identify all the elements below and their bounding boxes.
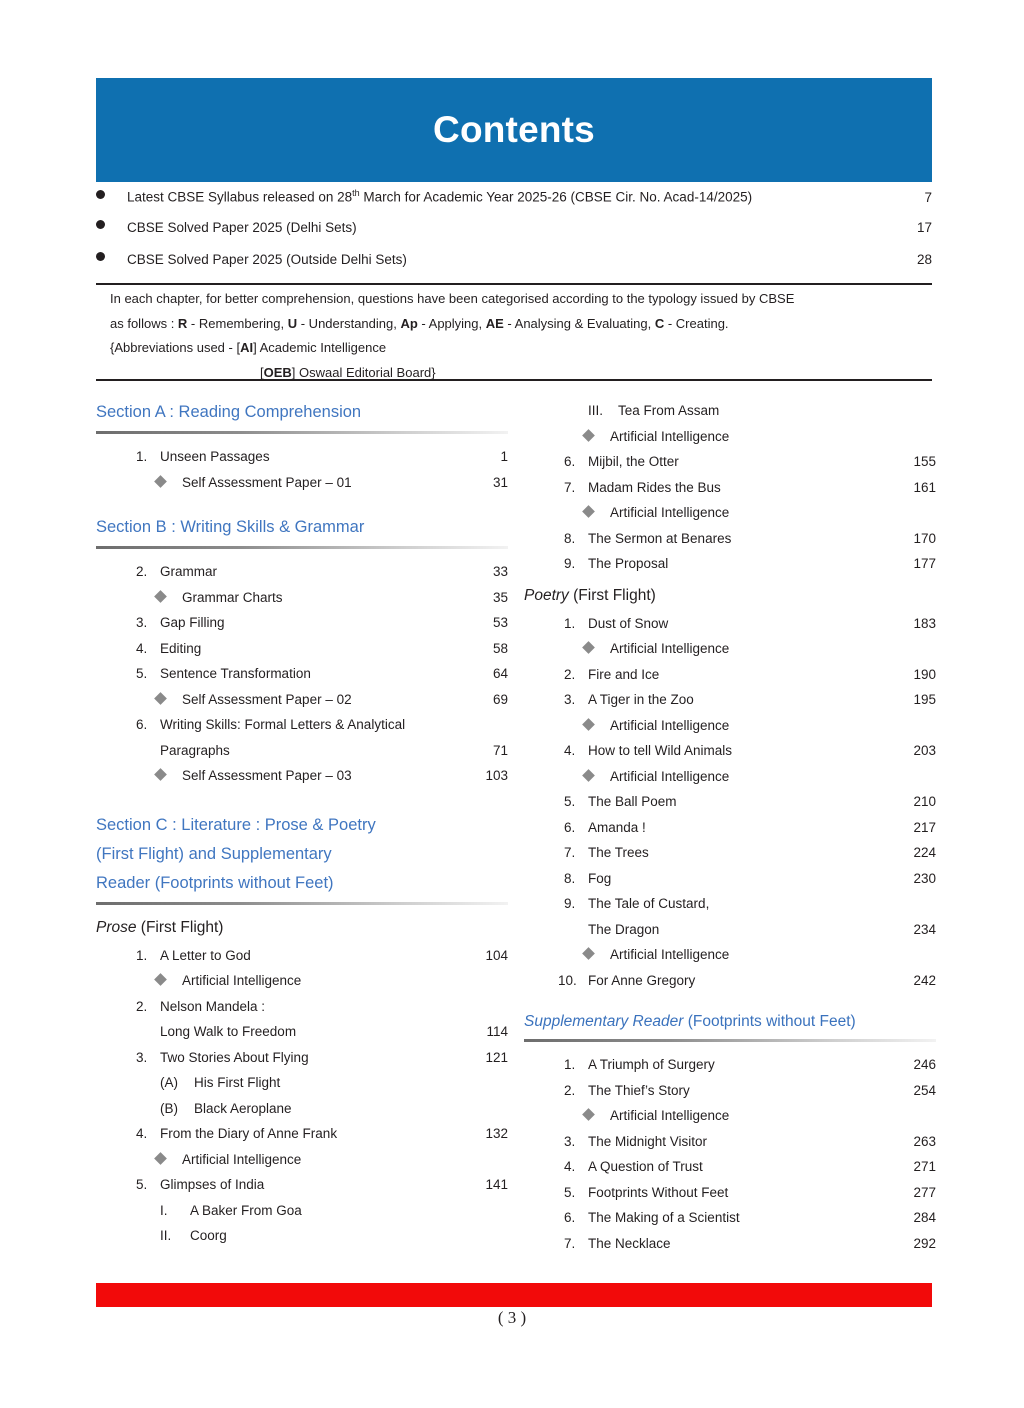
entry-roman-number: I. bbox=[160, 1202, 168, 1218]
entry-page: 263 bbox=[913, 1133, 936, 1149]
note-line-4: [OEB] Oswaal Editorial Board} bbox=[260, 364, 436, 380]
entry-number: 10. bbox=[558, 972, 577, 988]
poetry-subheading: Poetry (First Flight) bbox=[524, 586, 656, 604]
entry-page: 114 bbox=[486, 1024, 508, 1039]
toc-entry[interactable] bbox=[96, 636, 508, 662]
entry-title: Self Assessment Paper – 03 bbox=[182, 768, 352, 783]
toc-entry[interactable] bbox=[524, 942, 936, 968]
toc-entry[interactable] bbox=[524, 789, 936, 815]
entry-title: How to tell Wild Animals bbox=[588, 743, 733, 758]
toc-entry[interactable] bbox=[524, 1154, 936, 1180]
entry-title: Artificial Intelligence bbox=[182, 973, 302, 988]
entry-title: Writing Skills: Formal Letters & Analytical bbox=[160, 717, 406, 732]
toc-entry[interactable] bbox=[524, 551, 936, 577]
supplementary-reader-heading: Supplementary Reader (Footprints without Feet) bbox=[524, 1013, 856, 1030]
entry-number: 1. bbox=[136, 449, 148, 464]
toc-entry[interactable] bbox=[96, 994, 508, 1020]
list-item[interactable] bbox=[96, 188, 932, 220]
section-divider bbox=[96, 902, 508, 905]
entry-page: 121 bbox=[485, 1049, 508, 1065]
toc-entry[interactable] bbox=[524, 738, 936, 764]
section-a-heading: Section A : Reading Comprehension bbox=[96, 403, 362, 421]
entry-title: The Proposal bbox=[588, 556, 669, 571]
prose-entries-continued bbox=[524, 398, 936, 577]
entry-page: 195 bbox=[913, 692, 936, 707]
toc-entry[interactable] bbox=[524, 968, 936, 994]
entry-title: A Question of Trust bbox=[588, 1159, 703, 1174]
diamond-icon bbox=[154, 475, 167, 488]
entry-letter: (B) bbox=[160, 1100, 178, 1116]
entry-title: From the Diary of Anne Frank bbox=[160, 1126, 338, 1141]
section-divider bbox=[96, 431, 508, 434]
entry-title: Two Stories About Flying bbox=[160, 1049, 309, 1065]
entry-roman-number: II. bbox=[160, 1228, 172, 1243]
diamond-icon bbox=[582, 641, 595, 654]
entry-title: Artificial Intelligence bbox=[610, 428, 730, 444]
entry-title: A Baker From Goa bbox=[190, 1202, 302, 1218]
entry-page: 71 bbox=[492, 742, 508, 758]
entry-page: 210 bbox=[913, 794, 936, 809]
toc-entry[interactable] bbox=[524, 840, 936, 866]
page-number: 28 bbox=[916, 252, 932, 267]
entry-title: Gap Filling bbox=[160, 615, 225, 630]
front-matter-label: Latest CBSE Syllabus released on 28th March for Academic Year 2025-26 (CBSE Cir. No. Acad-14/2025) bbox=[127, 188, 753, 205]
toc-entry[interactable] bbox=[524, 866, 936, 892]
section-divider bbox=[96, 546, 508, 549]
toc-entry[interactable] bbox=[524, 636, 936, 662]
footer-page-number: ( 3 ) bbox=[497, 1308, 527, 1327]
entry-number: 7. bbox=[564, 845, 576, 860]
toc-entry[interactable] bbox=[96, 1045, 508, 1071]
entry-title: The Necklace bbox=[588, 1235, 671, 1251]
entry-page: 217 bbox=[913, 819, 936, 835]
entry-title: Artificial Intelligence bbox=[182, 1151, 302, 1167]
entry-page: 190 bbox=[913, 666, 936, 682]
toc-entry-continuation[interactable] bbox=[96, 738, 508, 764]
toc-entry[interactable] bbox=[524, 475, 936, 501]
bullet-icon bbox=[96, 220, 105, 229]
entry-number: 6. bbox=[564, 1210, 576, 1225]
toc-entry[interactable] bbox=[524, 1180, 936, 1206]
entry-title: His First Flight bbox=[194, 1075, 281, 1090]
entry-number: 7. bbox=[564, 479, 576, 495]
diamond-icon bbox=[154, 973, 167, 986]
entry-number: 6. bbox=[136, 717, 148, 732]
entry-page: 277 bbox=[913, 1184, 936, 1200]
entry-number: 1. bbox=[564, 615, 576, 631]
entry-title: Amanda ! bbox=[588, 819, 646, 835]
section-c-heading-line-3: Reader (Footprints without Feet) bbox=[96, 873, 334, 892]
entry-page: 58 bbox=[492, 640, 508, 656]
toc-entry[interactable] bbox=[96, 444, 508, 470]
toc-entry[interactable] bbox=[96, 1172, 508, 1198]
entry-title: Artificial Intelligence bbox=[610, 947, 730, 962]
toc-entry[interactable] bbox=[96, 585, 508, 611]
entry-title: Black Aeroplane bbox=[194, 1100, 292, 1116]
entry-title: The Making of a Scientist bbox=[588, 1210, 740, 1225]
diamond-icon bbox=[582, 769, 595, 782]
page-number: 17 bbox=[916, 220, 932, 235]
toc-entry[interactable] bbox=[524, 1103, 936, 1129]
entry-number: 2. bbox=[564, 1082, 576, 1098]
entry-title: A Tiger in the Zoo bbox=[588, 692, 694, 707]
list-item[interactable] bbox=[96, 220, 932, 252]
toc-entry[interactable] bbox=[524, 398, 936, 424]
divider-top bbox=[96, 283, 932, 285]
note-line-1: In each chapter, for better comprehension, questions have been categorised according to the typology issued by CBSE bbox=[110, 291, 795, 306]
entry-title: Tea From Assam bbox=[618, 403, 720, 418]
entry-number: 4. bbox=[564, 743, 576, 758]
entry-page: 170 bbox=[913, 530, 936, 546]
section-b-heading: Section B : Writing Skills & Grammar bbox=[96, 518, 365, 536]
toc-entry[interactable] bbox=[96, 943, 508, 969]
diamond-icon bbox=[154, 692, 167, 705]
entry-title: Footprints Without Feet bbox=[588, 1184, 729, 1200]
entry-page: 64 bbox=[492, 666, 508, 681]
entry-page: 141 bbox=[485, 1177, 508, 1192]
entry-number: 5. bbox=[564, 794, 576, 809]
entry-roman-number: III. bbox=[588, 403, 604, 418]
entry-title: The Midnight Visitor bbox=[588, 1133, 708, 1149]
toc-entry[interactable] bbox=[524, 1078, 936, 1104]
entry-number: 6. bbox=[564, 819, 576, 835]
toc-entry[interactable] bbox=[96, 559, 508, 585]
entry-page: 203 bbox=[913, 743, 936, 758]
toc-left-column bbox=[96, 398, 508, 1249]
entry-number: 9. bbox=[564, 556, 576, 571]
entry-title: Long Walk to Freedom bbox=[160, 1024, 297, 1039]
entry-page: 177 bbox=[913, 556, 936, 571]
toc-entry[interactable] bbox=[96, 1147, 508, 1173]
entry-title: The Sermon at Benares bbox=[588, 530, 732, 546]
section-b-entries bbox=[96, 559, 508, 789]
page-number: 7 bbox=[924, 189, 932, 205]
entry-title: The Dragon bbox=[588, 921, 660, 937]
entry-title: Artificial Intelligence bbox=[610, 717, 730, 733]
entry-title: For Anne Gregory bbox=[588, 972, 696, 988]
entry-page: 271 bbox=[913, 1159, 936, 1174]
toc-entry[interactable] bbox=[524, 424, 936, 450]
entry-title: Mijbil, the Otter bbox=[588, 454, 679, 469]
entry-title: Glimpses of India bbox=[160, 1177, 265, 1192]
entry-title: Coorg bbox=[190, 1228, 227, 1243]
entry-number: 1. bbox=[564, 1057, 576, 1072]
toc-entry[interactable] bbox=[96, 712, 508, 738]
toc-entry[interactable] bbox=[524, 611, 936, 637]
entry-number: 5. bbox=[136, 666, 148, 681]
toc-entry[interactable] bbox=[524, 662, 936, 688]
entry-page: 246 bbox=[913, 1057, 936, 1072]
entry-title: The Trees bbox=[588, 845, 649, 860]
diamond-icon bbox=[582, 947, 595, 960]
entry-number: 6. bbox=[564, 454, 576, 469]
entry-title: Sentence Transformation bbox=[160, 666, 311, 681]
toc-entry[interactable] bbox=[524, 1205, 936, 1231]
entry-title: Paragraphs bbox=[160, 742, 230, 758]
diamond-icon bbox=[154, 590, 167, 603]
entry-title: Fog bbox=[588, 870, 612, 886]
entry-number: 1. bbox=[136, 947, 148, 963]
toc-entry[interactable] bbox=[524, 1231, 936, 1257]
ordinal-suffix: th bbox=[352, 188, 360, 198]
toc-entry[interactable] bbox=[524, 687, 936, 713]
entry-title: The Tale of Custard, bbox=[588, 896, 710, 911]
entry-page: 155 bbox=[913, 454, 936, 469]
toc-entry[interactable] bbox=[524, 1129, 936, 1155]
toc-entry[interactable] bbox=[524, 713, 936, 739]
entry-number: 4. bbox=[564, 1159, 576, 1174]
note-line-2: as follows : R - Remembering, U - Understanding, Ap - Applying, AE - Analysing & Evaluating, C - Creating. bbox=[110, 315, 729, 331]
entry-page: 234 bbox=[913, 921, 936, 937]
prose-entries bbox=[96, 943, 508, 1249]
toc-entry[interactable] bbox=[96, 661, 508, 687]
toc-entry[interactable] bbox=[96, 968, 508, 994]
front-matter-list bbox=[96, 188, 932, 284]
entry-page: 35 bbox=[492, 589, 508, 605]
entry-page: 31 bbox=[492, 474, 508, 490]
toc-entry[interactable] bbox=[96, 687, 508, 713]
entry-number: 5. bbox=[136, 1177, 148, 1192]
toc-entry[interactable] bbox=[96, 1198, 508, 1224]
entry-title: Fire and Ice bbox=[588, 666, 660, 682]
toc-entry-continuation[interactable] bbox=[96, 1019, 508, 1045]
entry-number: 3. bbox=[136, 615, 148, 630]
section-c-heading-line-1: Section C : Literature : Prose & Poetry bbox=[96, 815, 376, 834]
front-matter-label: CBSE Solved Paper 2025 (Outside Delhi Sets) bbox=[127, 252, 407, 267]
entry-number: 8. bbox=[564, 870, 576, 886]
supplementary-entries bbox=[524, 1052, 936, 1256]
diamond-icon bbox=[154, 1152, 167, 1165]
toc-entry[interactable] bbox=[96, 470, 508, 496]
entry-title: Nelson Mandela : bbox=[160, 998, 266, 1014]
entry-page: 292 bbox=[913, 1235, 936, 1251]
diamond-icon bbox=[582, 718, 595, 731]
toc-entry[interactable] bbox=[524, 500, 936, 526]
toc-entry[interactable] bbox=[524, 815, 936, 841]
entry-title: The Thief’s Story bbox=[588, 1082, 690, 1098]
toc-entry[interactable] bbox=[524, 449, 936, 475]
entry-page: 69 bbox=[492, 691, 508, 707]
entry-page: 224 bbox=[913, 845, 936, 860]
toc-entry[interactable] bbox=[524, 764, 936, 790]
toc-entry[interactable] bbox=[96, 1121, 508, 1147]
entry-page: 103 bbox=[485, 768, 508, 783]
toc-entry[interactable] bbox=[524, 1052, 936, 1078]
entry-title: Artificial Intelligence bbox=[610, 1108, 730, 1123]
poetry-entries bbox=[524, 611, 936, 994]
diamond-icon bbox=[582, 505, 595, 518]
toc-entry-continuation[interactable] bbox=[524, 917, 936, 943]
entry-number: 2. bbox=[136, 998, 148, 1014]
section-a-entries bbox=[96, 444, 508, 495]
toc-entry[interactable] bbox=[96, 610, 508, 636]
entry-number: 7. bbox=[564, 1235, 576, 1251]
diamond-icon bbox=[582, 429, 595, 442]
contents-header-banner bbox=[96, 78, 932, 182]
toc-entry[interactable] bbox=[524, 891, 936, 917]
entry-page: 242 bbox=[913, 972, 936, 988]
list-item[interactable] bbox=[96, 252, 932, 284]
entry-title: The Ball Poem bbox=[588, 794, 677, 809]
entry-number: 5. bbox=[564, 1184, 576, 1200]
note-line-3: {Abbreviations used - [AI] Academic Intelligence bbox=[110, 340, 387, 355]
entry-page: 132 bbox=[485, 1126, 508, 1141]
entry-title: Self Assessment Paper – 02 bbox=[182, 691, 352, 707]
entry-title: Self Assessment Paper – 01 bbox=[182, 474, 352, 490]
entry-page: 284 bbox=[913, 1210, 936, 1225]
toc-entry[interactable] bbox=[524, 526, 936, 552]
bullet-icon bbox=[96, 190, 105, 199]
entry-title: Grammar bbox=[160, 564, 217, 579]
entry-title: Editing bbox=[160, 640, 202, 656]
entry-title: Grammar Charts bbox=[182, 589, 283, 605]
entry-number: 3. bbox=[564, 692, 576, 707]
footer-red-bar bbox=[96, 1283, 932, 1307]
typology-note bbox=[110, 287, 932, 385]
entry-title: A Letter to God bbox=[160, 947, 251, 963]
toc-entry[interactable] bbox=[96, 763, 508, 789]
entry-page: 53 bbox=[492, 615, 508, 630]
entry-number: 8. bbox=[564, 530, 576, 546]
section-divider bbox=[524, 1039, 936, 1042]
entry-title: Artificial Intelligence bbox=[610, 641, 730, 656]
entry-page: 254 bbox=[913, 1082, 936, 1098]
entry-title: Madam Rides the Bus bbox=[588, 479, 721, 495]
entry-page: 33 bbox=[492, 564, 508, 579]
entry-page: 183 bbox=[913, 615, 936, 631]
entry-number: 2. bbox=[136, 564, 148, 579]
bullet-icon bbox=[96, 252, 105, 261]
entry-title: A Triumph of Surgery bbox=[588, 1057, 715, 1072]
toc-right-column bbox=[524, 398, 936, 1256]
entry-page: 1 bbox=[500, 449, 508, 464]
entry-page: 104 bbox=[485, 947, 508, 963]
toc-entry[interactable] bbox=[96, 1223, 508, 1249]
entry-number: 9. bbox=[564, 896, 576, 911]
prose-subheading: Prose (First Flight) bbox=[96, 918, 224, 936]
entry-title: Artificial Intelligence bbox=[610, 505, 730, 520]
entry-letter: (A) bbox=[160, 1075, 178, 1090]
front-matter-label: CBSE Solved Paper 2025 (Delhi Sets) bbox=[127, 220, 357, 235]
entry-number: 4. bbox=[136, 640, 148, 656]
entry-title: Artificial Intelligence bbox=[610, 768, 730, 784]
diamond-icon bbox=[154, 768, 167, 781]
entry-page: 230 bbox=[913, 870, 936, 886]
entry-number: 3. bbox=[564, 1133, 576, 1149]
toc-entry[interactable] bbox=[96, 1070, 508, 1096]
entry-page: 161 bbox=[913, 479, 936, 495]
entry-number: 4. bbox=[136, 1126, 148, 1141]
diamond-icon bbox=[582, 1108, 595, 1121]
entry-number: 2. bbox=[564, 666, 576, 682]
entry-number: 3. bbox=[136, 1049, 148, 1065]
entry-title: Unseen Passages bbox=[160, 449, 270, 464]
page-title: Contents bbox=[433, 109, 595, 150]
section-c-heading-line-2: (First Flight) and Supplementary bbox=[96, 844, 332, 863]
toc-entry[interactable] bbox=[96, 1096, 508, 1122]
entry-title: Dust of Snow bbox=[588, 615, 669, 631]
